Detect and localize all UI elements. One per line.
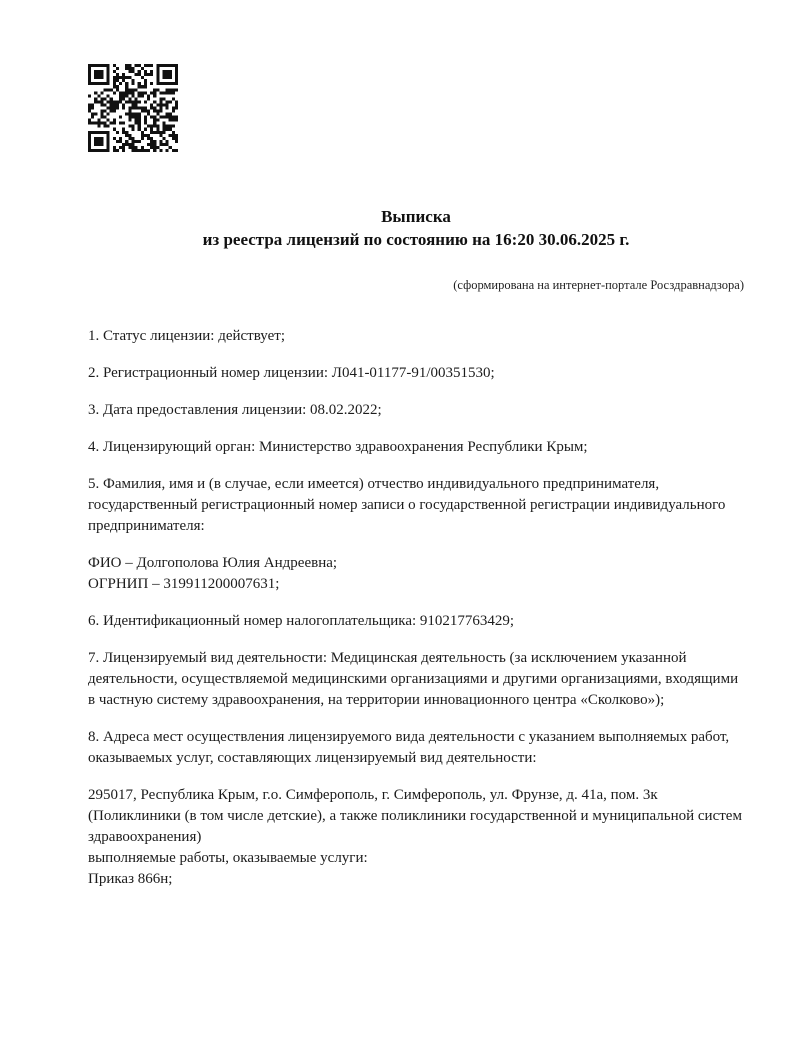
document-subtitle: (сформирована на интернет-портале Росздравнадзора) <box>453 277 744 292</box>
address-block <box>88 785 744 890</box>
qr-code-image <box>88 64 178 152</box>
document-title <box>88 206 744 252</box>
address-line: 295017, Республика Крым, г.о. Симферополь, г. Симферополь, ул. Фрунзе, д. 41а, пом. 3к (Поликлиники (в том числе детские), а также поликлиники государственной и муниципальной систем здравоохранения) <box>88 786 742 845</box>
paragraph-registration-number: 2. Регистрационный номер лицензии: Л041-01177-91/00351530; <box>88 364 495 381</box>
paragraph-entrepreneur-intro: 5. Фамилия, имя и (в случае, если имеется) отчество индивидуального предпринимателя, государственный регистрационный номер записи о государственной регистрации индивидуального предпринимателя: <box>88 475 726 534</box>
entrepreneur-details-block <box>88 553 744 595</box>
paragraph-addresses-intro: 8. Адреса мест осуществления лицензируемого вида деятельности с указанием выполняемых работ, оказываемых услуг, составляющих лицензируемый вид деятельности: <box>88 728 730 766</box>
document-title-line2: из реестра лицензий по состоянию на 16:20 30.06.2025 г. <box>202 229 630 249</box>
qr-code <box>88 64 178 152</box>
paragraph-inn: 6. Идентификационный номер налогоплательщика: 910217763429; <box>88 612 515 629</box>
works-services-label: выполняемые работы, оказываемые услуги: <box>88 849 368 866</box>
paragraph-licensing-authority: 4. Лицензирующий орган: Министерство здравоохранения Республики Крым; <box>88 438 588 455</box>
document-body <box>88 326 744 890</box>
document-title-line1: Выписка <box>381 207 451 226</box>
paragraph-grant-date: 3. Дата предоставления лицензии: 08.02.2022; <box>88 401 382 418</box>
order-reference: Приказ 866н; <box>88 870 173 887</box>
paragraph-licensed-activity: 7. Лицензируемый вид деятельности: Медицинская деятельность (за исключением указанной деятельности, осуществляемой медицинскими организациями и другими организациями, входящими в частную систему здравоохранения, на территории инновационного центра «Сколково»); <box>88 649 739 708</box>
entrepreneur-ogrnip: ОГРНИП – 319911200007631; <box>88 575 280 592</box>
paragraph-license-status: 1. Статус лицензии: действует; <box>88 327 285 344</box>
entrepreneur-fio: ФИО – Долгополова Юлия Андреевна; <box>88 554 338 571</box>
